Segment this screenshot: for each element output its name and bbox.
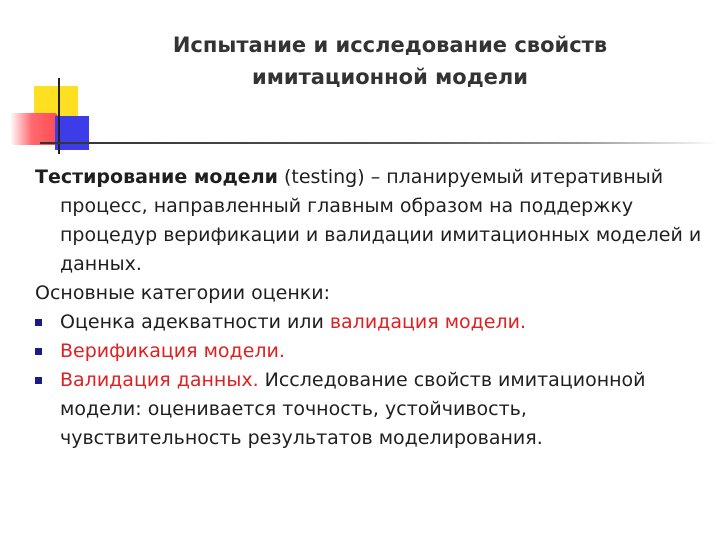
slide-body bbox=[35, 163, 705, 453]
list-item-highlight: Валидация данных. bbox=[60, 369, 259, 391]
title-underline bbox=[40, 142, 718, 144]
list-item-text: Оценка адекватности или bbox=[60, 311, 330, 333]
decor-blue-square bbox=[55, 116, 89, 150]
list-item bbox=[35, 337, 705, 366]
definition-term: Тестирование модели bbox=[35, 166, 278, 188]
list-item-text: Исследование свойств имитационной модели: оценивается точность, устойчивость, чувствительность результатов моделирования. bbox=[60, 369, 646, 449]
square-bullet-icon bbox=[35, 348, 42, 355]
decor-red-bar bbox=[10, 113, 58, 145]
slide-title-line2: имитационной модели bbox=[251, 65, 528, 89]
definition-paragraph bbox=[35, 163, 705, 279]
square-bullet-icon bbox=[35, 319, 42, 326]
list-item bbox=[35, 366, 705, 453]
list-item bbox=[35, 308, 705, 337]
categories-heading: Основные категории оценки: bbox=[35, 282, 330, 304]
slide-title-line1: Испытание и исследование свойств bbox=[172, 33, 608, 57]
definition-text: (testing) – планируемый итеративный процесс, направленный главным образом на поддержку процедур верификации и валидации имитационных моделей и данных. bbox=[60, 166, 702, 275]
slide-title bbox=[90, 29, 690, 93]
square-bullet-icon bbox=[35, 377, 42, 384]
list-item-highlight: Верификация модели. bbox=[60, 340, 285, 362]
list-item-highlight: валидация модели. bbox=[329, 311, 527, 333]
